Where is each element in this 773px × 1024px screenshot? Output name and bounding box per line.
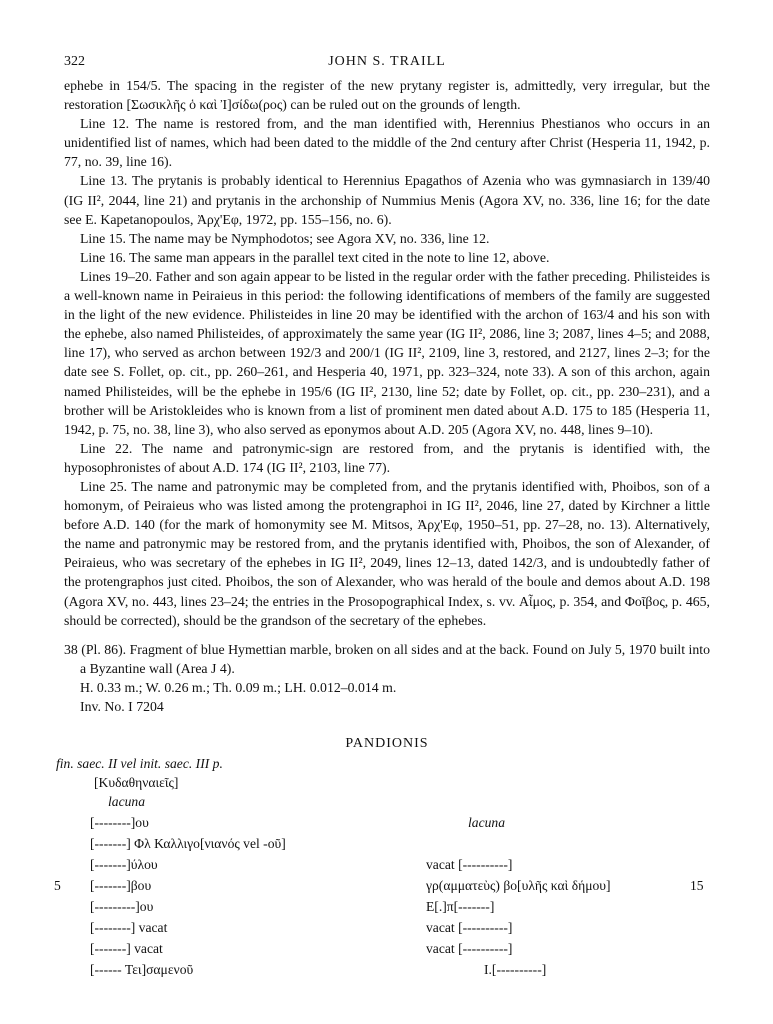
page	[54, 54, 710, 986]
paragraph: Lines 19–20. Father and son again appear to be listed in the regular order with the father preceding. Philisteides is a well-known name in Peiraieus in this period: the following identifications of members of the family are suggested in the light of the new evidence. Philisteides in line 20 may be identified with the archon of 163/4 and his son with the ephebe, also named Philisteides, of approximately the same year (IG II², 2086, line 3; 2087, lines 4–5; and 2088, line 17), who served as archon between 192/3 and 200/1 (IG II², 2109, line 3, restored, and 2127, lines 2–3; for the date see S. Follet, op. cit., pp. 260–261, and Hesperia 40, 1971, pp. 323–324, note 33). A son of this archon, again named Philisteides, will be the ephebe in 195/6 (IG II², 2130, line 52; date by Follet, op. cit., pp. 230–231), and a brother will be Aristokleides who is known from a list of prominent men dated about A.D. 175 to 185 (Hesperia 11, 1942, p. 75, no. 38, line 3), who also served as eponymos about A.D. 205 (Agora XV, no. 448, lines 9–10).	[64, 268, 710, 437]
paragraph: Line 22. The name and patronymic-sign are restored from, and the prytanis is identified with, the hyposophronistes of about A.D. 174 (IG II², 2103, line 77).	[64, 440, 710, 475]
inscription-line: [--------] vacat	[90, 920, 168, 936]
inscription-line: [-------]βου	[90, 878, 152, 894]
inscription-line: Ι.[----------]	[484, 962, 547, 978]
paragraph: ephebe in 154/5. The spacing in the register of the new prytany register is, admittedly, very irregular, but the restoration [Σωσικλῆς ὁ καὶ Ἰ]σίδω(ρος) can be ruled out on the grounds of length.	[64, 78, 710, 113]
inscription-line: [-------] vacat	[90, 941, 163, 957]
paragraph: Line 15. The name may be Nymphodotos; see Agora XV, no. 336, line 12.	[80, 230, 490, 246]
paragraph: Line 13. The prytanis is probably identical to Herennius Epagathos of Azenia who was gymnasiarch in 139/40 (IG II², 2044, line 21) and prytanis in the archonship of Nummius Menis (Agora XV, no. 336, line 16; for the date see E. Kapetanopoulos, Ἀρχ'Εφ, 1972, pp. 155–156, no. 6).	[64, 173, 710, 227]
inscription-line: lacuna	[108, 794, 145, 810]
inscription-line: vacat [----------]	[426, 857, 513, 873]
inscription-line: lacuna	[468, 815, 505, 831]
paragraph: Line 12. The name is restored from, and the man identified with, Herennius Phestianos who occurs in an unidentified list of names, which had been dated to the middle of the 2nd century after Christ (Hesperia 11, 1942, p. 77, no. 39, line 16).	[64, 116, 710, 170]
dimensions: H. 0.33 m.; W. 0.26 m.; Th. 0.09 m.; LH. 0.012–0.014 m.	[80, 679, 397, 695]
inscription-line: [--------]ου	[90, 815, 149, 831]
inscription-line: [-------] Φλ Καλλιγο[νιανός vel -οῦ]	[90, 836, 286, 852]
catalog-entry: 38 (Pl. 86). Fragment of blue Hymettian marble, broken on all sides and at the back. Found on July 5, 1970 built into a Byzantine wall (Area J 4).	[64, 641, 710, 676]
date-line: fin. saec. II vel init. saec. III p.	[56, 756, 223, 772]
inscription-line: vacat [----------]	[426, 920, 513, 936]
inscription-line: vacat [----------]	[426, 941, 513, 957]
paragraph: Line 25. The name and patronymic may be completed from, and the prytanis identified with, Phoibos, son of a homonym, of Peiraieus who was listed among the protengraphoi in IG II², 2046, line 27, dated by Kirchner a little before A.D. 140 (for the mark of homonymity see M. Mitsos, Ἀρχ'Εφ, 1950–51, pp. 27–28, no. 13). Alternatively, the name and patronymic may be restored from, and the prytanis identified with, Phoibos, the son of Alexander, of Peiraieus, who was secretary of the ephebes in IG II², 2049, lines 12–13, dated 142/3, and is undoubtedly father of the protengraphos just cited. Phoibos, the son of Alexander, who was herald of the boule and demos about A.D. 198 (Agora XV, no. 443, lines 23–24; the entries in the Prosopographical Index, s. vv. Αἶμος, p. 354, and Φοῖβος, p. 465, should be corrected), should be the grandson of the secretary of the ephebes.	[64, 478, 710, 628]
page-header	[64, 54, 710, 76]
line-number: 5	[54, 878, 61, 894]
line-number: 15	[690, 878, 704, 894]
inscription-line: [---------]ου	[90, 899, 154, 915]
section-title: PANDIONIS	[345, 736, 429, 752]
running-title: JOHN S. TRAILL	[328, 54, 446, 69]
inscription-line: [Κυδαθηναιεῖς]	[94, 775, 179, 791]
inscription-line: γρ(αμματεὺς) βο[υλῆς καὶ δήμου]	[426, 878, 611, 894]
page-number: 322	[64, 54, 85, 69]
inscription-line: [------ Τει]σαμενοῦ	[90, 962, 194, 978]
inscription-line: [-------]ύλου	[90, 857, 158, 873]
inscription-line: Ε[.]π[-------]	[426, 899, 495, 915]
inscription-text	[54, 756, 710, 986]
inventory-number: Inv. No. I 7204	[80, 699, 164, 714]
paragraph: Line 16. The same man appears in the parallel text cited in the note to line 12, above.	[80, 249, 550, 265]
